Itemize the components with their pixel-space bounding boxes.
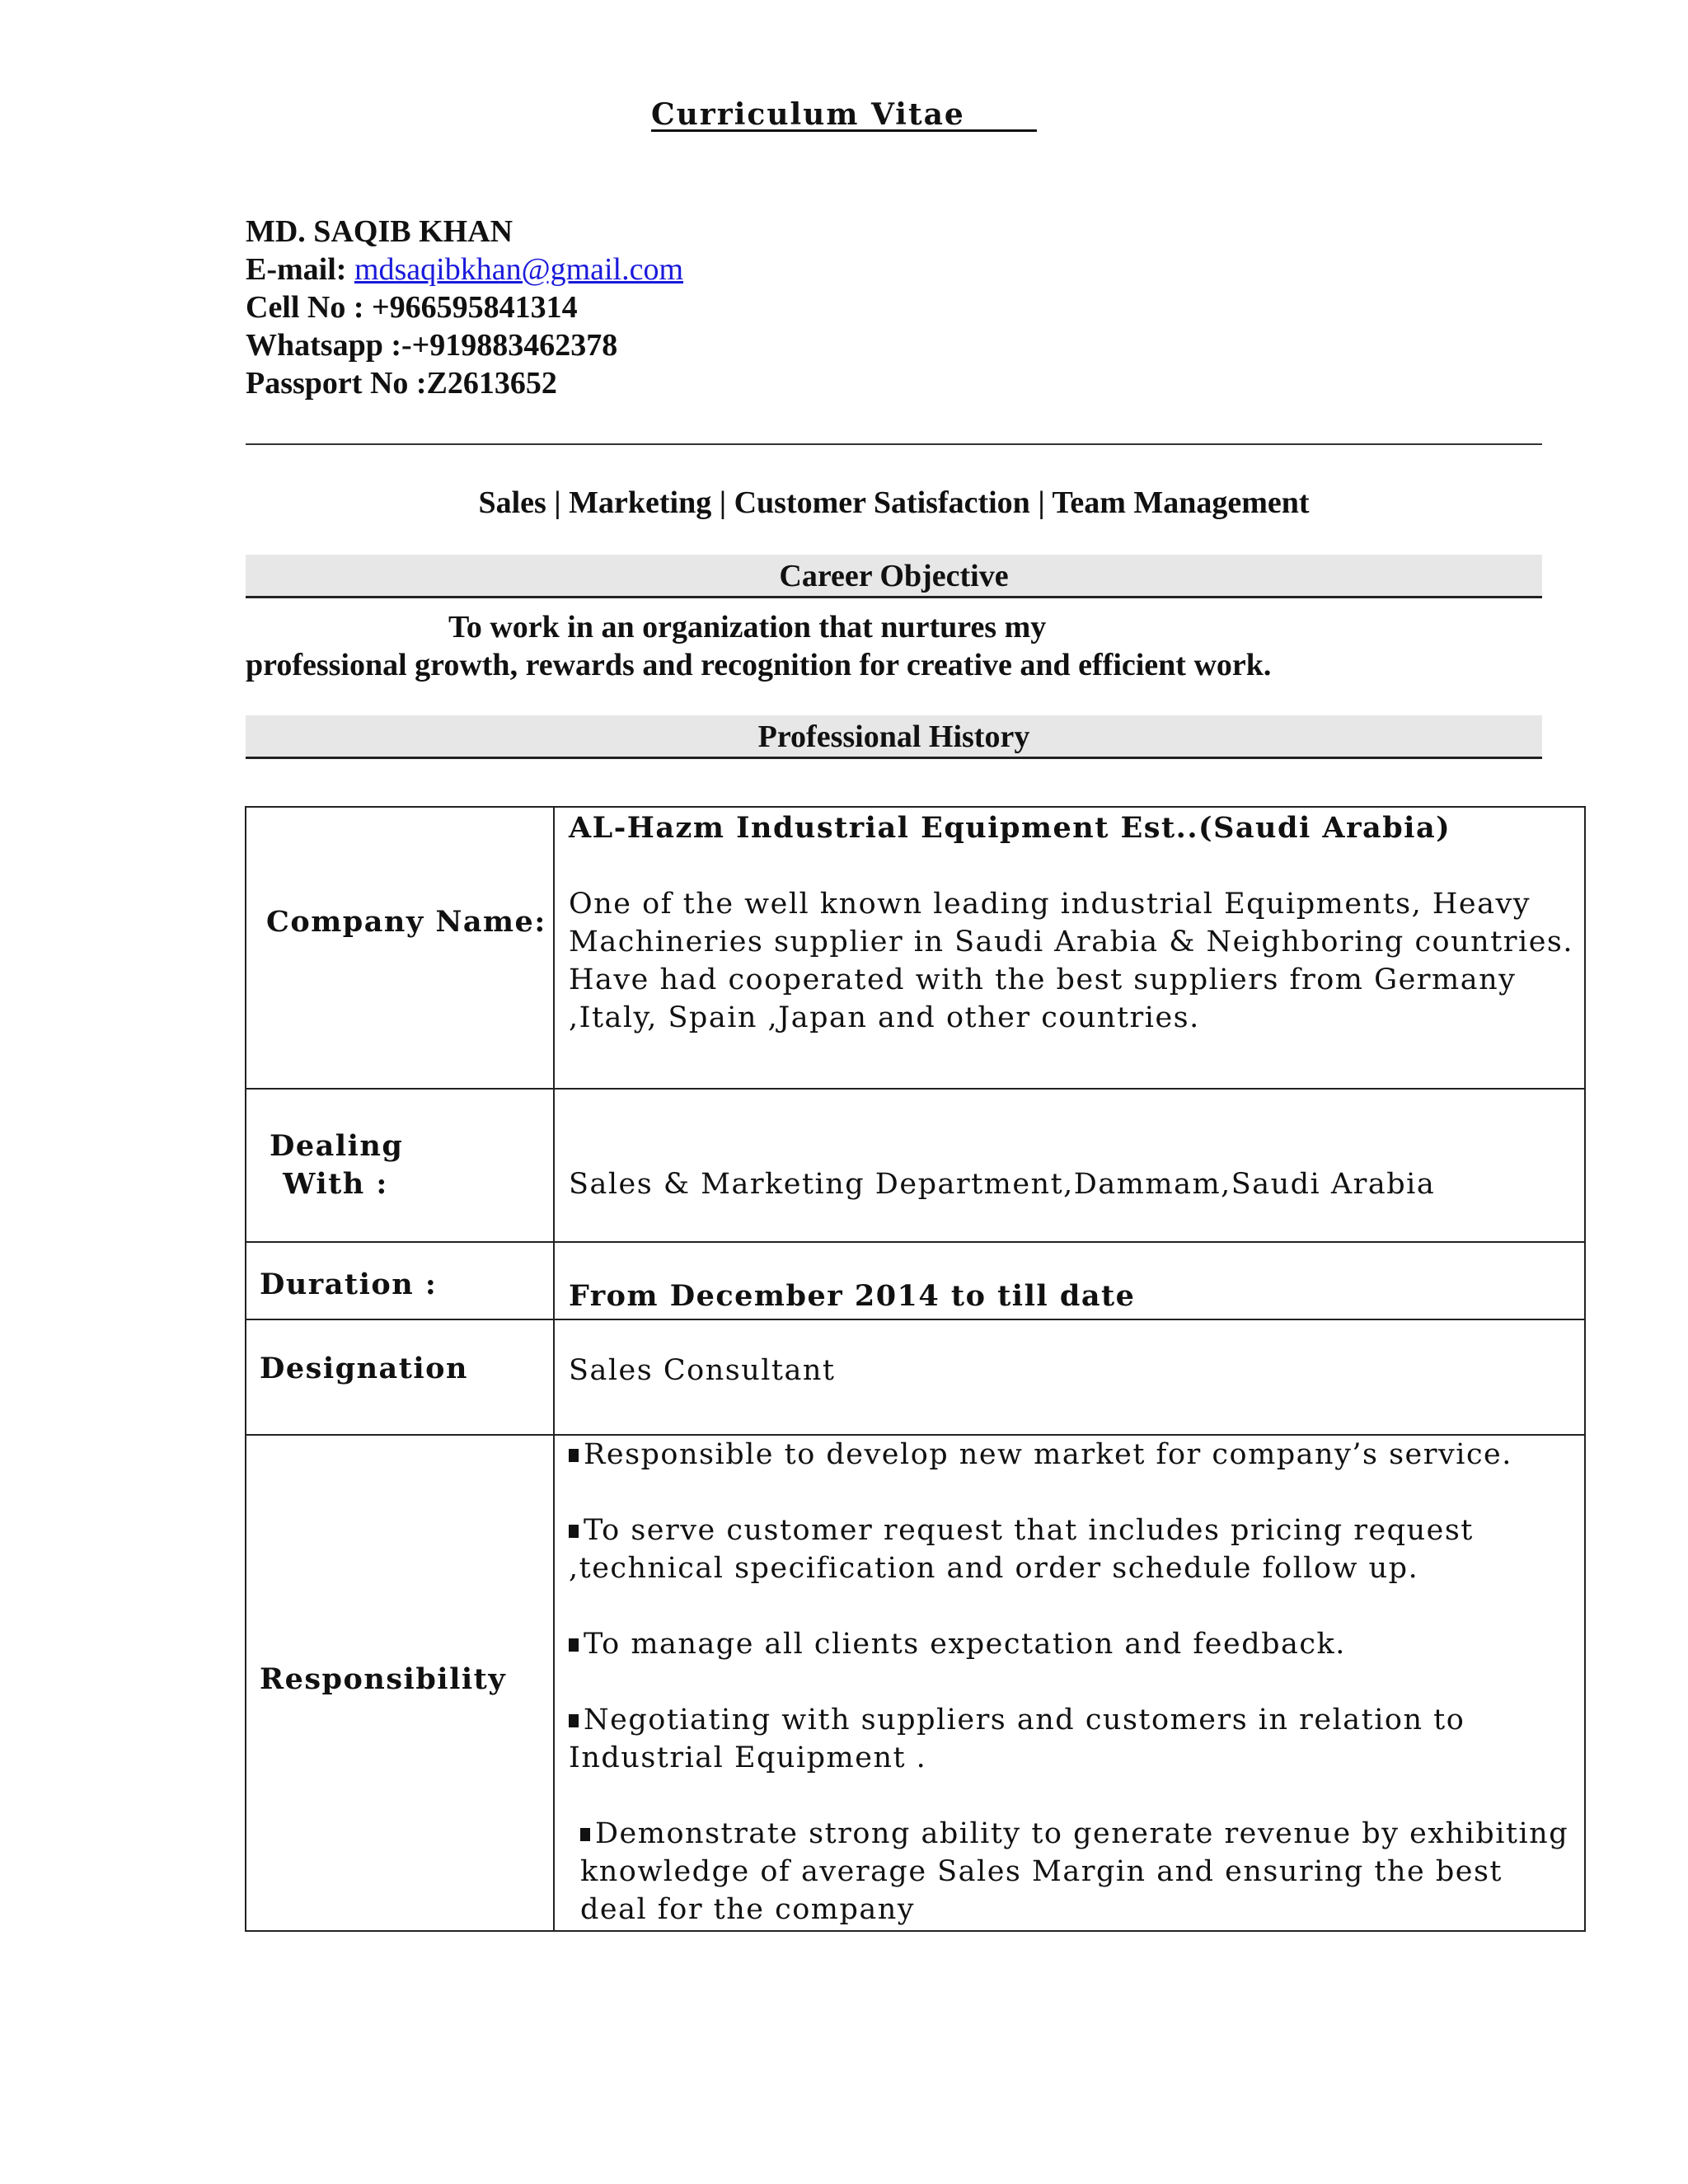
skills-summary: Sales | Marketing | Customer Satisfaction | Team Management bbox=[478, 485, 1310, 520]
career-objective-text bbox=[246, 608, 1542, 684]
objective-line-1: To work in an organization that nurtures my bbox=[448, 610, 1047, 644]
document-title-text: Curriculum Vitae bbox=[650, 97, 1038, 132]
duration-label-cell bbox=[246, 1242, 554, 1319]
square-bullet-icon bbox=[569, 1638, 579, 1652]
table-row bbox=[246, 1435, 1585, 1931]
responsibility-text: To manage all clients expectation and feedback. bbox=[584, 1628, 1346, 1661]
email-row bbox=[246, 251, 683, 288]
duration-value-cell bbox=[554, 1242, 1585, 1319]
dealing-value: Sales & Marketing Department,Dammam,Saudi Arabia bbox=[569, 1168, 1436, 1201]
table-row bbox=[246, 1089, 1585, 1242]
list-item bbox=[569, 1625, 1574, 1663]
career-objective-heading: Career Objective bbox=[246, 555, 1542, 598]
document-title bbox=[0, 97, 1688, 132]
duration-label: Duration : bbox=[260, 1268, 438, 1301]
company-description: One of the well known leading industrial Equipments, Heavy Machineries supplier in Saudi Arabia & Neighboring countries. Have had cooperated with the best suppliers from Germany ,Italy, Spain ,Japan and other countries. bbox=[569, 888, 1574, 1034]
dealing-label-cell bbox=[246, 1089, 554, 1242]
company-label: Company Name: bbox=[266, 905, 546, 939]
square-bullet-icon bbox=[569, 1714, 579, 1727]
list-item bbox=[569, 1815, 1574, 1929]
company-value-cell bbox=[554, 807, 1585, 1089]
passport-number: Passport No :Z2613652 bbox=[246, 366, 557, 401]
professional-history-table bbox=[245, 806, 1586, 1932]
square-bullet-icon bbox=[569, 1449, 579, 1462]
list-item bbox=[569, 1701, 1574, 1777]
whatsapp-number: Whatsapp :-+919883462378 bbox=[246, 328, 618, 363]
responsibility-text: To serve customer request that includes pricing request ,technical specification and order schedule follow up. bbox=[569, 1514, 1474, 1585]
responsibility-text: Demonstrate strong ability to generate revenue by exhibiting knowledge of average Sales Margin and ensuring the best deal for the company bbox=[580, 1817, 1569, 1926]
email-link[interactable]: mdsaqibkhan@gmail.com bbox=[354, 252, 684, 287]
square-bullet-icon bbox=[580, 1828, 590, 1841]
responsibility-label-cell bbox=[246, 1435, 554, 1931]
duration-value: From December 2014 to till date bbox=[569, 1279, 1136, 1313]
objective-line-2: professional growth, rewards and recognition for creative and efficient work. bbox=[246, 648, 1272, 682]
dealing-label: Dealing With : bbox=[270, 1129, 404, 1201]
cell-number: Cell No : +966595841314 bbox=[246, 290, 578, 325]
company-name: AL-Hazm Industrial Equipment Est..(Saudi Arabia) bbox=[569, 811, 1451, 845]
list-item bbox=[569, 1436, 1574, 1474]
professional-history-heading: Professional History bbox=[246, 715, 1542, 759]
dealing-value-cell bbox=[554, 1089, 1585, 1242]
designation-value: Sales Consultant bbox=[569, 1354, 836, 1387]
responsibility-value-cell bbox=[554, 1435, 1585, 1931]
table-row bbox=[246, 1242, 1585, 1319]
table-row bbox=[246, 1319, 1585, 1435]
candidate-name: MD. SAQIB KHAN bbox=[246, 214, 513, 249]
responsibility-text: Responsible to develop new market for company’s service. bbox=[584, 1438, 1512, 1471]
square-bullet-icon bbox=[569, 1525, 579, 1538]
list-item bbox=[569, 1511, 1574, 1587]
email-label: E-mail: bbox=[246, 252, 347, 287]
divider bbox=[246, 443, 1542, 445]
designation-label-cell bbox=[246, 1319, 554, 1435]
responsibility-label: Responsibility bbox=[260, 1662, 507, 1696]
responsibility-text: Negotiating with suppliers and customers in relation to Industrial Equipment . bbox=[569, 1704, 1465, 1774]
company-label-cell bbox=[246, 807, 554, 1089]
table-row bbox=[246, 807, 1585, 1089]
designation-label: Designation bbox=[260, 1352, 468, 1385]
contact-block bbox=[246, 213, 683, 402]
designation-value-cell bbox=[554, 1319, 1585, 1435]
